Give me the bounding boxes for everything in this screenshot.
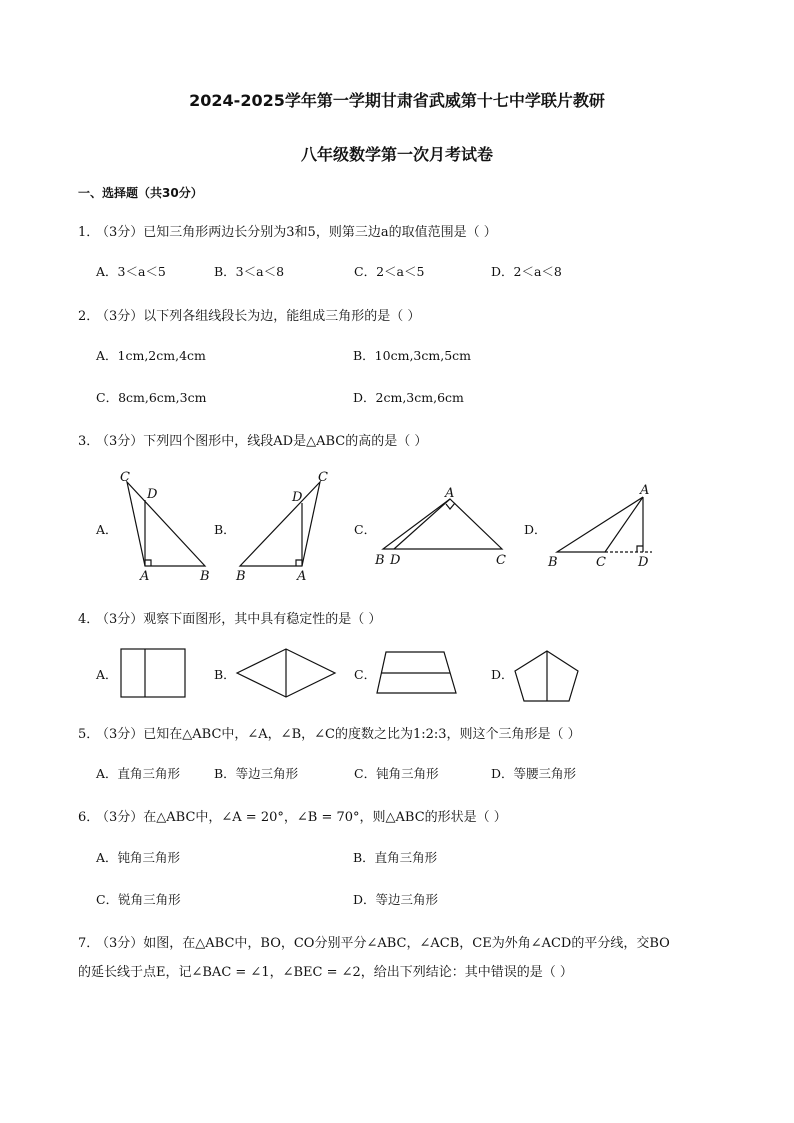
question-number: 3． — [78, 434, 100, 449]
option-a[interactable]: A．3＜a＜5 — [96, 264, 166, 279]
option-d[interactable]: D． — [524, 522, 547, 537]
option-a[interactable]: A． — [96, 667, 118, 682]
q3a-label-a: A — [140, 569, 150, 584]
option-d[interactable]: D． — [491, 667, 514, 682]
page-title: 2024-2025学年第一学期甘肃省武威第十七中学联片教研 — [189, 91, 605, 110]
question-number: 7． — [78, 936, 100, 951]
question-number: 1． — [78, 225, 100, 240]
option-b[interactable]: B．10cm,3cm,5cm — [353, 348, 472, 363]
q3b-label-d: D — [292, 490, 303, 505]
q3d-label-d: D — [638, 555, 649, 570]
option-c[interactable]: C．钝角三角形 — [354, 766, 439, 781]
question-text: （3分）观察下面图形，其中具有稳定性的是（ ） — [96, 612, 382, 627]
option-d[interactable]: D．2cm,3cm,6cm — [353, 390, 464, 405]
option-a[interactable]: A．1cm,2cm,4cm — [96, 348, 206, 363]
question-text: （3分）已知在△ABC中，∠A，∠B，∠C的度数之比为1:2:3，则这个三角形是（ ） — [96, 727, 581, 742]
option-c[interactable]: C． — [354, 667, 377, 682]
question-text-line2: 的延长线于点E，记∠BAC = ∠1，∠BEC = ∠2，给出下列结论：其中错误的是（ ） — [78, 965, 573, 980]
question-number: 4． — [78, 612, 100, 627]
q3c-label-c: C — [496, 553, 506, 568]
q3a-label-c: C — [120, 470, 130, 485]
option-b[interactable]: B．直角三角形 — [353, 850, 438, 865]
q3d-label-a: A — [640, 483, 650, 498]
q3d-label-b: B — [548, 555, 558, 570]
option-d[interactable]: D．等腰三角形 — [491, 766, 577, 781]
q4-rhombus-figure — [237, 649, 335, 697]
q3a-label-b: B — [200, 569, 210, 584]
option-a[interactable]: A．直角三角形 — [96, 766, 181, 781]
q3c-label-a: A — [445, 486, 455, 501]
q3c-label-b: B — [375, 553, 385, 568]
question-text: （3分）在△ABC中，∠A = 20°，∠B = 70°，则△ABC的形状是（ ） — [96, 810, 507, 825]
question-number: 5． — [78, 727, 100, 742]
q3a-label-d: D — [147, 487, 158, 502]
option-b[interactable]: B． — [214, 522, 236, 537]
q3b-label-a: A — [297, 569, 307, 584]
option-c[interactable]: C．锐角三角形 — [96, 892, 181, 907]
question-number: 2． — [78, 309, 100, 324]
q3d-label-c: C — [596, 555, 606, 570]
question-text: （3分）已知三角形两边长分别为3和5，则第三边a的取值范围是（ ） — [96, 225, 497, 240]
question-number: 6． — [78, 810, 100, 825]
option-b[interactable]: B．等边三角形 — [214, 766, 299, 781]
option-c[interactable]: C．2＜a＜5 — [354, 264, 425, 279]
section-heading: 一、选择题（共30分） — [78, 186, 203, 200]
option-b[interactable]: B．3＜a＜8 — [214, 264, 285, 279]
option-a[interactable]: A． — [96, 522, 118, 537]
question-text: （3分）如图，在△ABC中，BO，CO分别平分∠ABC，∠ACB，CE为外角∠ACD的平分线，交BO — [96, 936, 670, 951]
option-a[interactable]: A．钝角三角形 — [96, 850, 181, 865]
q4-trapezoid-figure — [377, 652, 456, 693]
q4-pentagon-figure — [515, 651, 578, 701]
option-b[interactable]: B． — [214, 667, 236, 682]
page-subtitle: 八年级数学第一次月考试卷 — [300, 145, 493, 164]
question-text: （3分）以下列各组线段长为边，能组成三角形的是（ ） — [96, 309, 421, 324]
q3b-label-c: C — [318, 470, 328, 485]
q4-rectangle-figure — [121, 649, 185, 697]
q3b-label-b: B — [236, 569, 246, 584]
option-c[interactable]: C． — [354, 522, 377, 537]
option-c[interactable]: C．8cm,6cm,3cm — [96, 390, 207, 405]
option-d[interactable]: D．2＜a＜8 — [491, 264, 562, 279]
question-text: （3分）下列四个图形中，线段AD是△ABC的高的是（ ） — [96, 434, 428, 449]
q3c-label-d: D — [390, 553, 401, 568]
option-d[interactable]: D．等边三角形 — [353, 892, 439, 907]
